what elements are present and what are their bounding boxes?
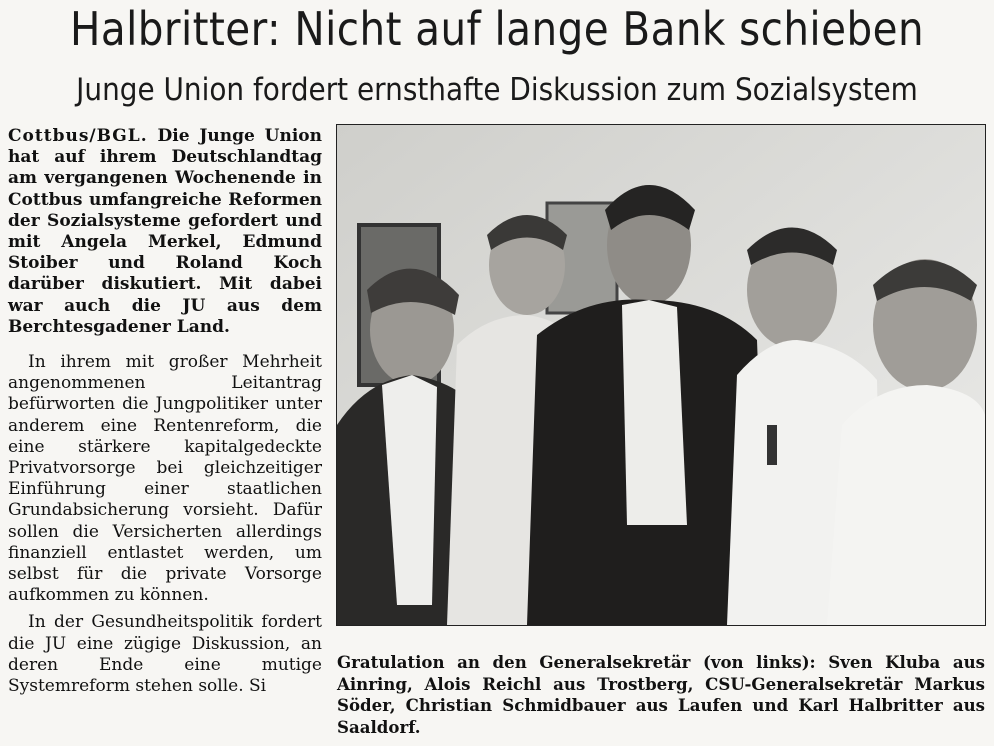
headline: Halbritter: Nicht auf lange Bank schieben bbox=[69, 2, 925, 56]
group-photo bbox=[336, 124, 986, 626]
body-paragraph-2: In der Gesundheitspolitik fordert die JU eine zügige Diskussion, an deren Ende eine mutige Systemreform stehen solle. Si bbox=[8, 612, 322, 697]
group-photo-image bbox=[337, 125, 985, 625]
body-paragraph-1: In ihrem mit großer Mehrheit angenommenen Leitantrag befürworten die Jungpolitiker unter anderem eine Rentenreform, die eine stärkere kapitalgedeckte Privatvorsorge bei gleichzeitiger Einführung einer staatlichen Grundabsicherung vorsieht. Dafür sollen die Versicherten allerdings finanziell entlastet werden, um selbst für die private Vorsorge aufkommen zu können. bbox=[8, 352, 322, 606]
article-body bbox=[8, 126, 322, 711]
dateline: Cottbus/BGL. bbox=[8, 126, 148, 146]
lead-paragraph bbox=[8, 126, 322, 338]
lead-text: Die Junge Union hat auf ihrem Deutschlandtag am vergangenen Wochenende in Cottbus umfangreiche Reformen der Sozialsysteme gefordert und mit Angela Merkel, Edmund Stoiber und Roland Koch darüber diskutiert. Mit dabei war auch die JU aus dem Berchtesgadener Land. bbox=[8, 126, 322, 337]
photo-caption: Gratulation an den Generalsekretär (von links): Sven Kluba aus Ainring, Alois Reichl aus Trostberg, CSU-Generalsekretär Markus Söder, Christian Schmidbauer aus Laufen und Karl Halbritter aus Saaldorf. bbox=[337, 652, 985, 737]
subheadline: Junge Union fordert ernsthafte Diskussion zum Sozialsystem bbox=[76, 72, 918, 108]
